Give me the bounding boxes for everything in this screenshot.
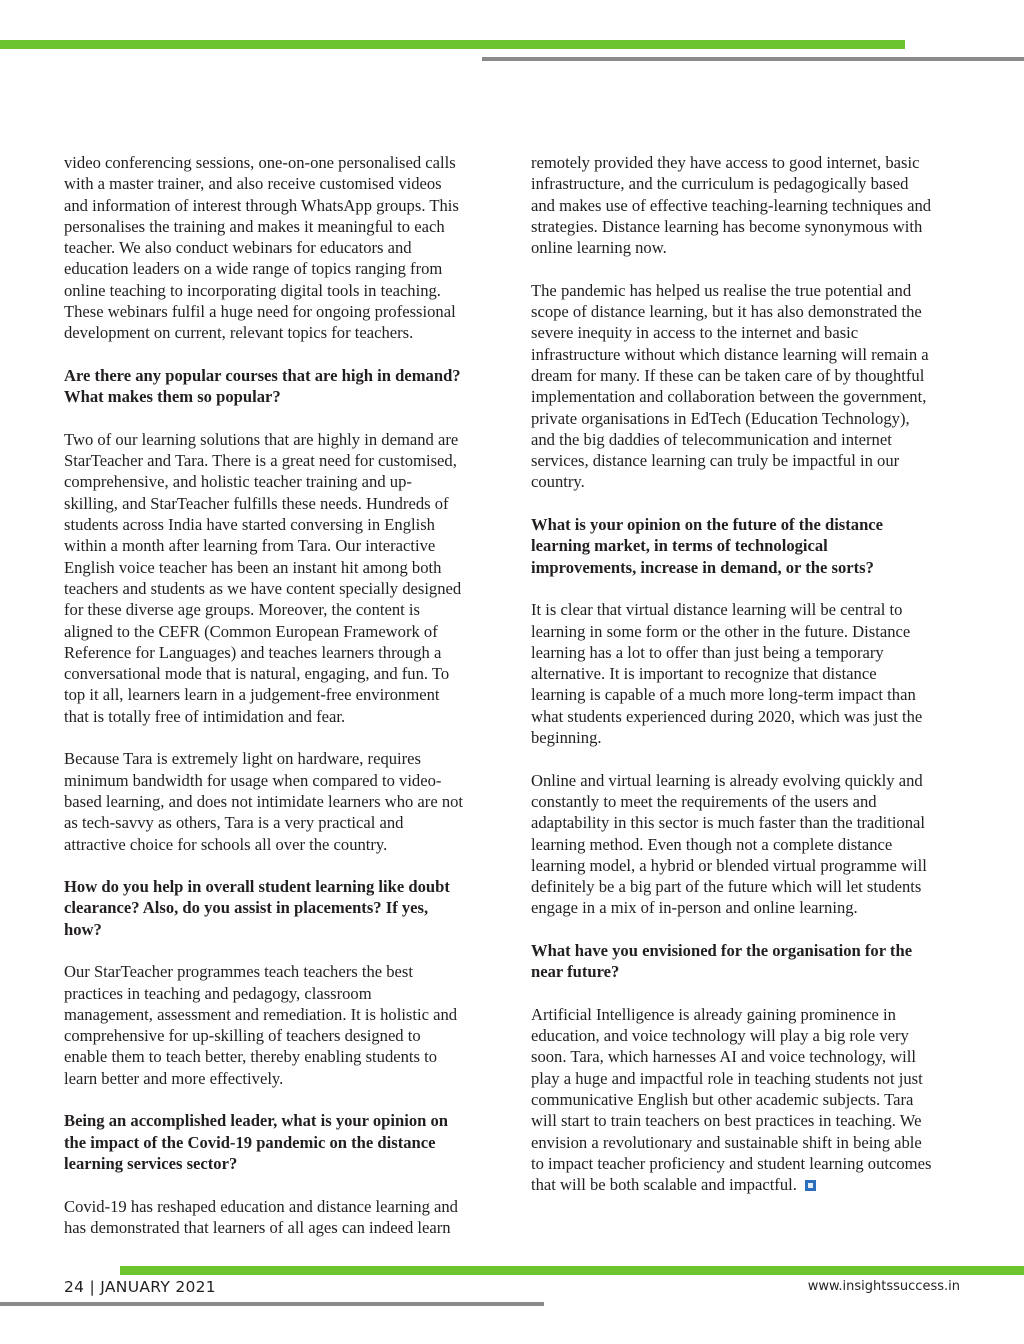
- interview-question: [64, 365, 496, 408]
- body-paragraph: [531, 1004, 963, 1196]
- body-paragraph: [531, 770, 963, 919]
- paragraph-text: Our StarTeacher programmes teach teachers the best practices in teaching and pedagogy, classroom management, assessment and remediation. It is holistic and comprehensive for up-skilling of teachers designed to enable them to teach better, thereby enabling students to learn better and more effectively.: [64, 962, 458, 1088]
- body-paragraph: [64, 961, 496, 1089]
- paragraph-text: remotely provided they have access to good internet, basic infrastructure, and the curriculum is pedagogically based and makes use of effective teaching-learning techniques and strategies. Distance learning has become synonymous with online learning now.: [531, 153, 932, 258]
- paragraph-text: Because Tara is extremely light on hardware, requires minimum bandwidth for usage when compared to video- based learning, and does not intimidate learners who are not as tech-savvy as others, Tara is a very practical and attractive choice for schools all over the country.: [64, 749, 464, 854]
- paragraph-text: What have you envisioned for the organisation for the near future?: [531, 940, 913, 982]
- body-paragraph: [64, 429, 496, 727]
- top-gray-rule: [482, 57, 1024, 61]
- top-green-rule: [0, 40, 905, 49]
- body-paragraph: [531, 152, 963, 258]
- body-paragraph: [64, 1196, 496, 1239]
- paragraph-text: What is your opinion on the future of the distance learning market, in terms of technological improvements, increase in demand, or the sorts?: [531, 515, 884, 577]
- interview-question: [531, 514, 963, 578]
- paragraph-text: Covid-19 has reshaped education and distance learning and has demonstrated that learners of all ages can indeed learn: [64, 1196, 458, 1237]
- body-paragraph: [531, 280, 963, 493]
- paragraph-text: Being an accomplished leader, what is your opinion on the impact of the Covid-19 pandemic on the distance learning services sector?: [64, 1111, 449, 1173]
- body-paragraph: [64, 748, 496, 854]
- interview-question: [64, 1110, 496, 1174]
- bottom-gray-rule: [0, 1302, 544, 1306]
- right-column: [531, 152, 963, 1217]
- paragraph-text: Are there any popular courses that are high in demand? What makes them so popular?: [64, 365, 461, 407]
- paragraph-text: Artificial Intelligence is already gaining prominence in education, and voice technology will play a big role very soon. Tara, which harnesses AI and voice technology, will play a huge and impactful role in teaching students not just communicative English but other academic subjects. Tara will start to train teachers on best practices in teaching. We envision a revolutionary and sustainable shift in being able to impact teacher proficiency and student learning outcomes that will be both scalable and impactful.: [531, 1004, 932, 1195]
- paragraph-text: How do you help in overall student learning like doubt clearance? Also, do you assist in placements? If yes, how?: [64, 877, 450, 939]
- page-number-date: 24 | JANUARY 2021: [64, 1278, 216, 1296]
- article-end-icon: [805, 1180, 816, 1191]
- website-url: www.insightssuccess.in: [807, 1279, 960, 1294]
- body-paragraph: [64, 152, 496, 344]
- interview-question: [64, 876, 496, 940]
- paragraph-text: Online and virtual learning is already evolving quickly and constantly to meet the requirements of the users and adaptability in this sector is much faster than the traditional learning method. Even though not a complete distance learning model, a hybrid or blended virtual programme will definitely be a big part of the future which will let students engage in a mix of in-person and online learning.: [531, 770, 927, 918]
- left-column: [64, 152, 496, 1259]
- body-paragraph: [531, 599, 963, 748]
- paragraph-text: video conferencing sessions, one-on-one personalised calls with a master trainer, and also receive customised videos and information of interest through WhatsApp groups. This personalises the training and makes it meaningful to each teacher. We also conduct webinars for educators and education leaders on a wide range of topics ranging from online teaching to incorporating digital tools in teaching. These webinars fulfil a huge need for ongoing professional development on current, relevant topics for teachers.: [64, 153, 459, 343]
- interview-question: [531, 940, 963, 983]
- paragraph-text: Two of our learning solutions that are highly in demand are StarTeacher and Tara. There is a great need for customised, comprehensive, and holistic teacher training and up- skilling, and StarTeacher fulfills these needs. Hundreds of students across India have started conversing in English within a month after learning from Tara. Our interactive English voice teacher has been an instant hit among both teachers and students as we have content specially designed for these diverse age groups. Moreover, the content is aligned to the CEFR (Common European Framework of Reference for Languages) and teaches learners through a conversational mode that is natural, engaging, and fun. To top it all, learners learn in a judgement-free environment that is totally free of intimidation and fear.: [64, 429, 462, 726]
- bottom-green-rule: [120, 1266, 1024, 1275]
- paragraph-text: It is clear that virtual distance learning will be central to learning in some form or the other in the future. Distance learning has a lot to offer than just being a temporary alternative. It is important to recognize that distance learning is capable of a much more long-term impact than what students experienced during 2020, which was just the beginning.: [531, 600, 923, 748]
- paragraph-text: The pandemic has helped us realise the true potential and scope of distance learning, but it has also demonstrated the severe inequity in access to the internet and basic infrastructure without which distance learning will remain a dream for many. If these can be taken care of by thoughtful implementation and collaboration between the government, private organisations in EdTech (Education Technology), and the big daddies of telecommunication and internet services, distance learning can truly be impactful in our country.: [531, 280, 929, 492]
